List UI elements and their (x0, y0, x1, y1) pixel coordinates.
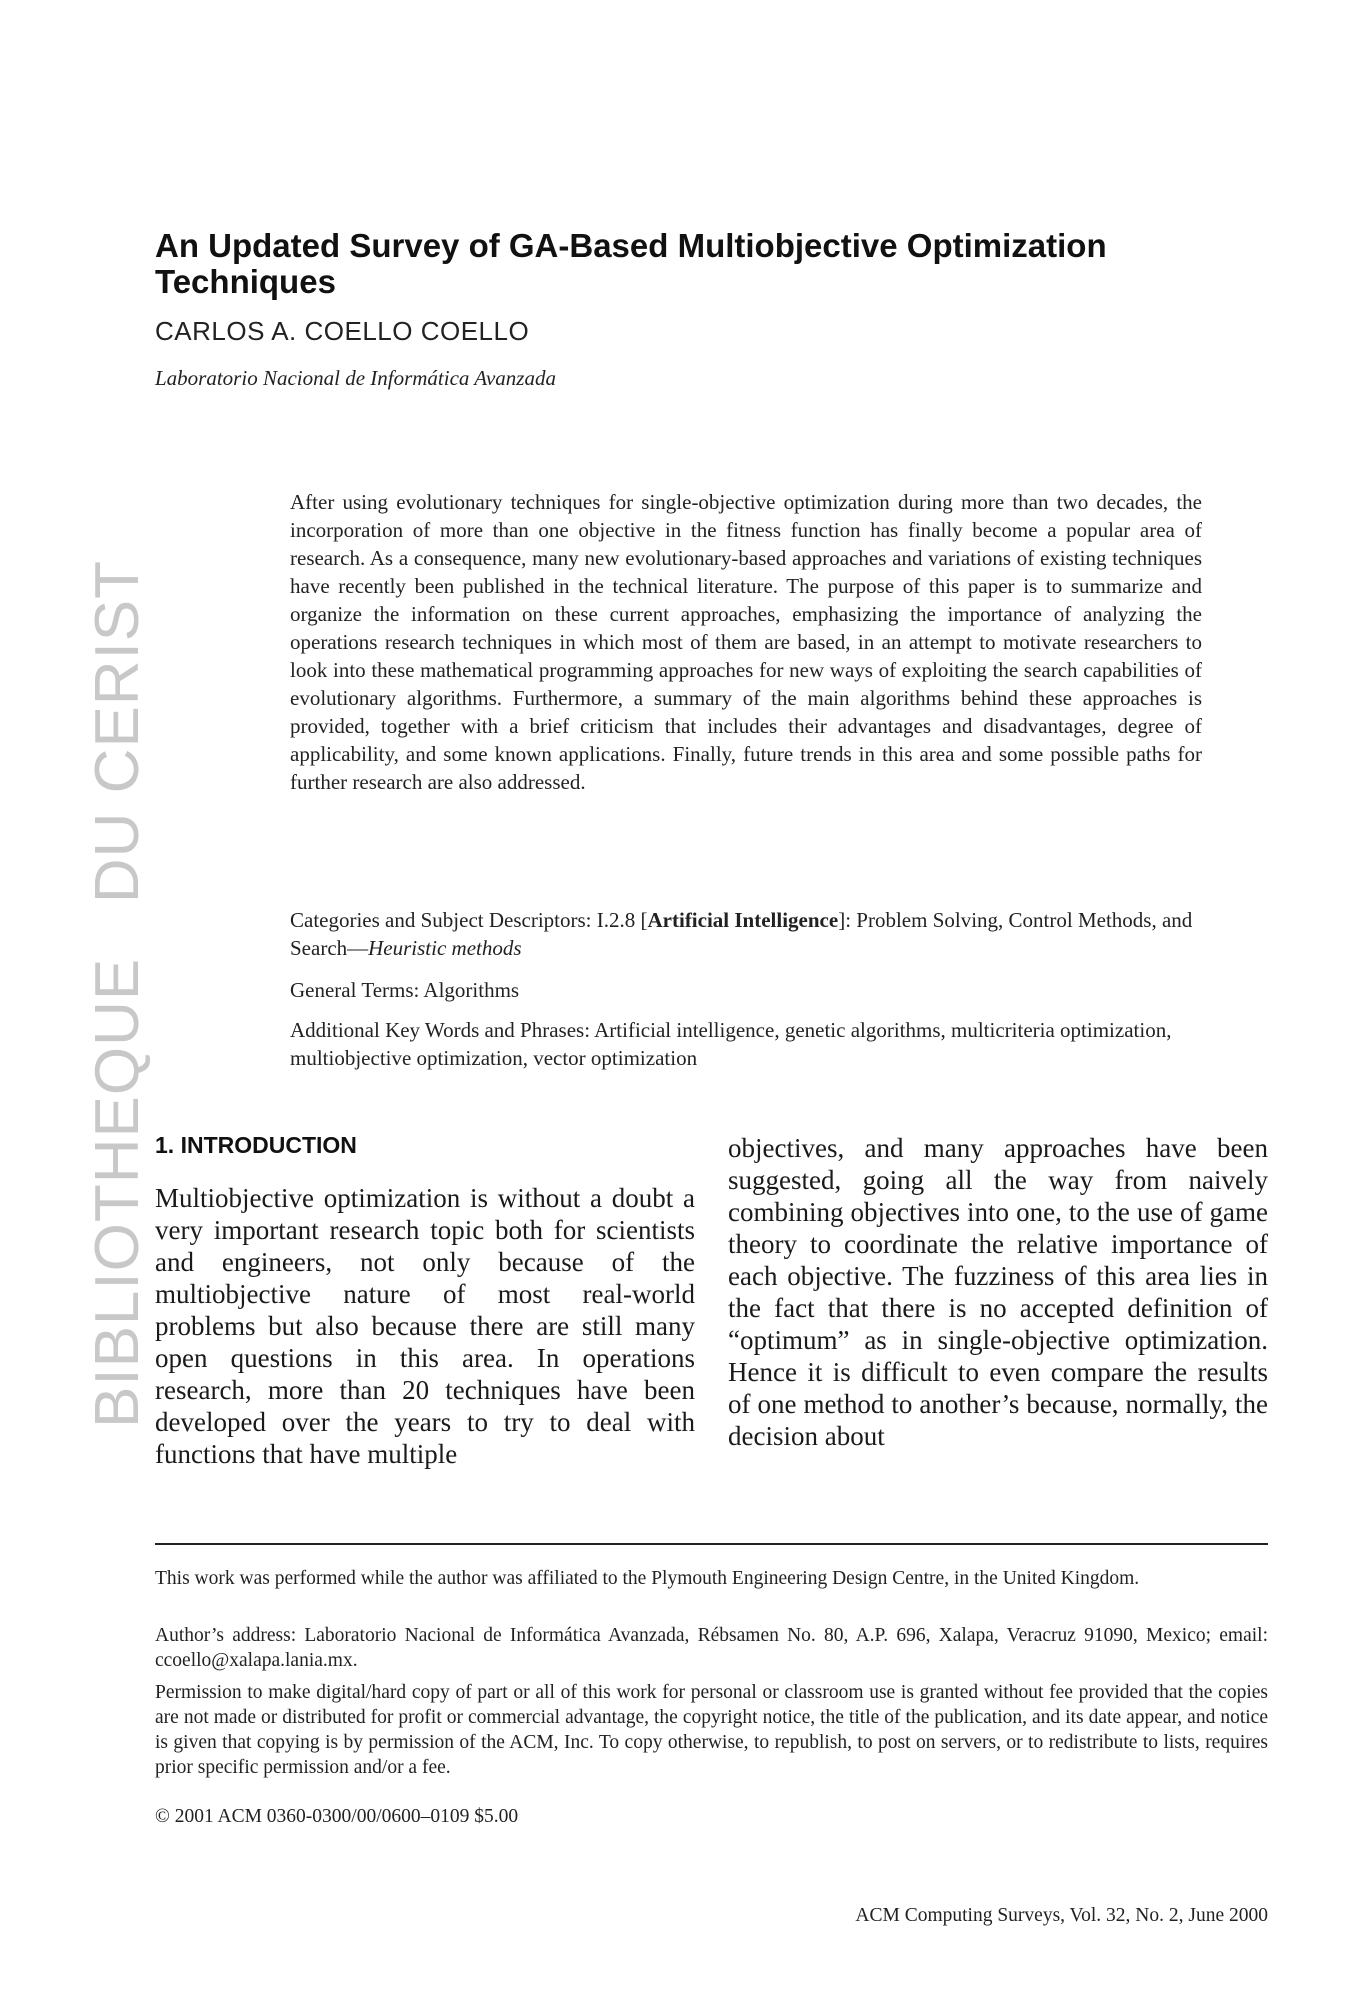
footnote-work: This work was performed while the author was affiliated to the Plymouth Engineering Design Centre, in the United Kingdom. (155, 1568, 1140, 1589)
footnote-divider (155, 1543, 1268, 1545)
categories-descriptors (290, 906, 1202, 962)
author-affiliation: Laboratorio Nacional de Informática Avanzada (155, 366, 556, 390)
intro-left-column: Multiobjective optimization is without a doubt a very important research topic both for scientists and engineers, not only because of the multiobjective nature of most real-world problems but also because there are still many open questions in this area. In operations research, more than 20 techniques have been developed over the years to try to deal with functions that have multiple (155, 1183, 695, 1469)
section-heading: 1. INTRODUCTION (155, 1132, 357, 1158)
categories-middle: ]: Problem Solving, Control Methods, and Search— (290, 908, 1193, 960)
footnote-address: Author’s address: Laboratorio Nacional de Informática Avanzada, Rébsamen No. 80, A.P. 696, Xalapa, Veracruz 91090, Mexico; email: ccoello@xalapa.lania.mx. (155, 1625, 1268, 1671)
footnote-copyright: © 2001 ACM 0360-0300/00/0600–0109 $5.00 (155, 1806, 519, 1827)
library-watermark (0, 0, 152, 2003)
running-footer: ACM Computing Surveys, Vol. 32, No. 2, June 2000 (855, 1905, 1268, 1926)
categories-prefix: Categories and Subject Descriptors: I.2.8 [ (290, 908, 648, 932)
categories-bold: Artificial Intelligence (647, 908, 839, 932)
intro-right-column: objectives, and many approaches have been suggested, going all the way from naively combining objectives into one, to the use of game theory to coordinate the relative importance of each objective. The fuzziness of this area lies in the fact that there is no accepted definition of “optimum” as in single-objective optimization. Hence it is difficult to even compare the results of one method to another’s because, normally, the decision about (728, 1133, 1268, 1451)
paper-title: An Updated Survey of GA-Based Multiobjective Optimization Techniques (155, 227, 1107, 300)
keywords: Additional Key Words and Phrases: Artificial intelligence, genetic algorithms, multicriteria optimization, multiobjective optimization, vector optimization (290, 1018, 1172, 1070)
categories-italic: Heuristic methods (368, 936, 522, 960)
footnote-permission: Permission to make digital/hard copy of part or all of this work for personal or classroom use is granted without fee provided that the copies are not made or distributed for profit or commercial advantage, the copyright notice, the title of the publication, and its date appear, and notice is given that copying is by permission of the ACM, Inc. To copy otherwise, to republish, to post on servers, or to redistribute to lists, requires prior specific permission and/or a fee. (155, 1682, 1268, 1778)
general-terms: General Terms: Algorithms (290, 978, 520, 1002)
watermark-text: BIBLIOTHEQUE DU CERIST (83, 559, 152, 1428)
author-name: CARLOS A. COELLO COELLO (155, 316, 530, 346)
abstract: After using evolutionary techniques for single-objective optimization during more than two decades, the incorporation of more than one objective in the fitness function has finally become a popular area of research. As a consequence, many new evolutionary-based approaches and variations of existing techniques have recently been published in the technical literature. The purpose of this paper is to summarize and organize the information on these current approaches, emphasizing the importance of analyzing the operations research techniques in which most of them are based, in an attempt to motivate researchers to look into these mathematical programming approaches for new ways of exploiting the search capabilities of evolutionary algorithms. Furthermore, a summary of the main algorithms behind these approaches is provided, together with a brief criticism that includes their advantages and disadvantages, degree of applicability, and some known applications. Finally, future trends in this area and some possible paths for further research are also addressed. (290, 490, 1202, 794)
